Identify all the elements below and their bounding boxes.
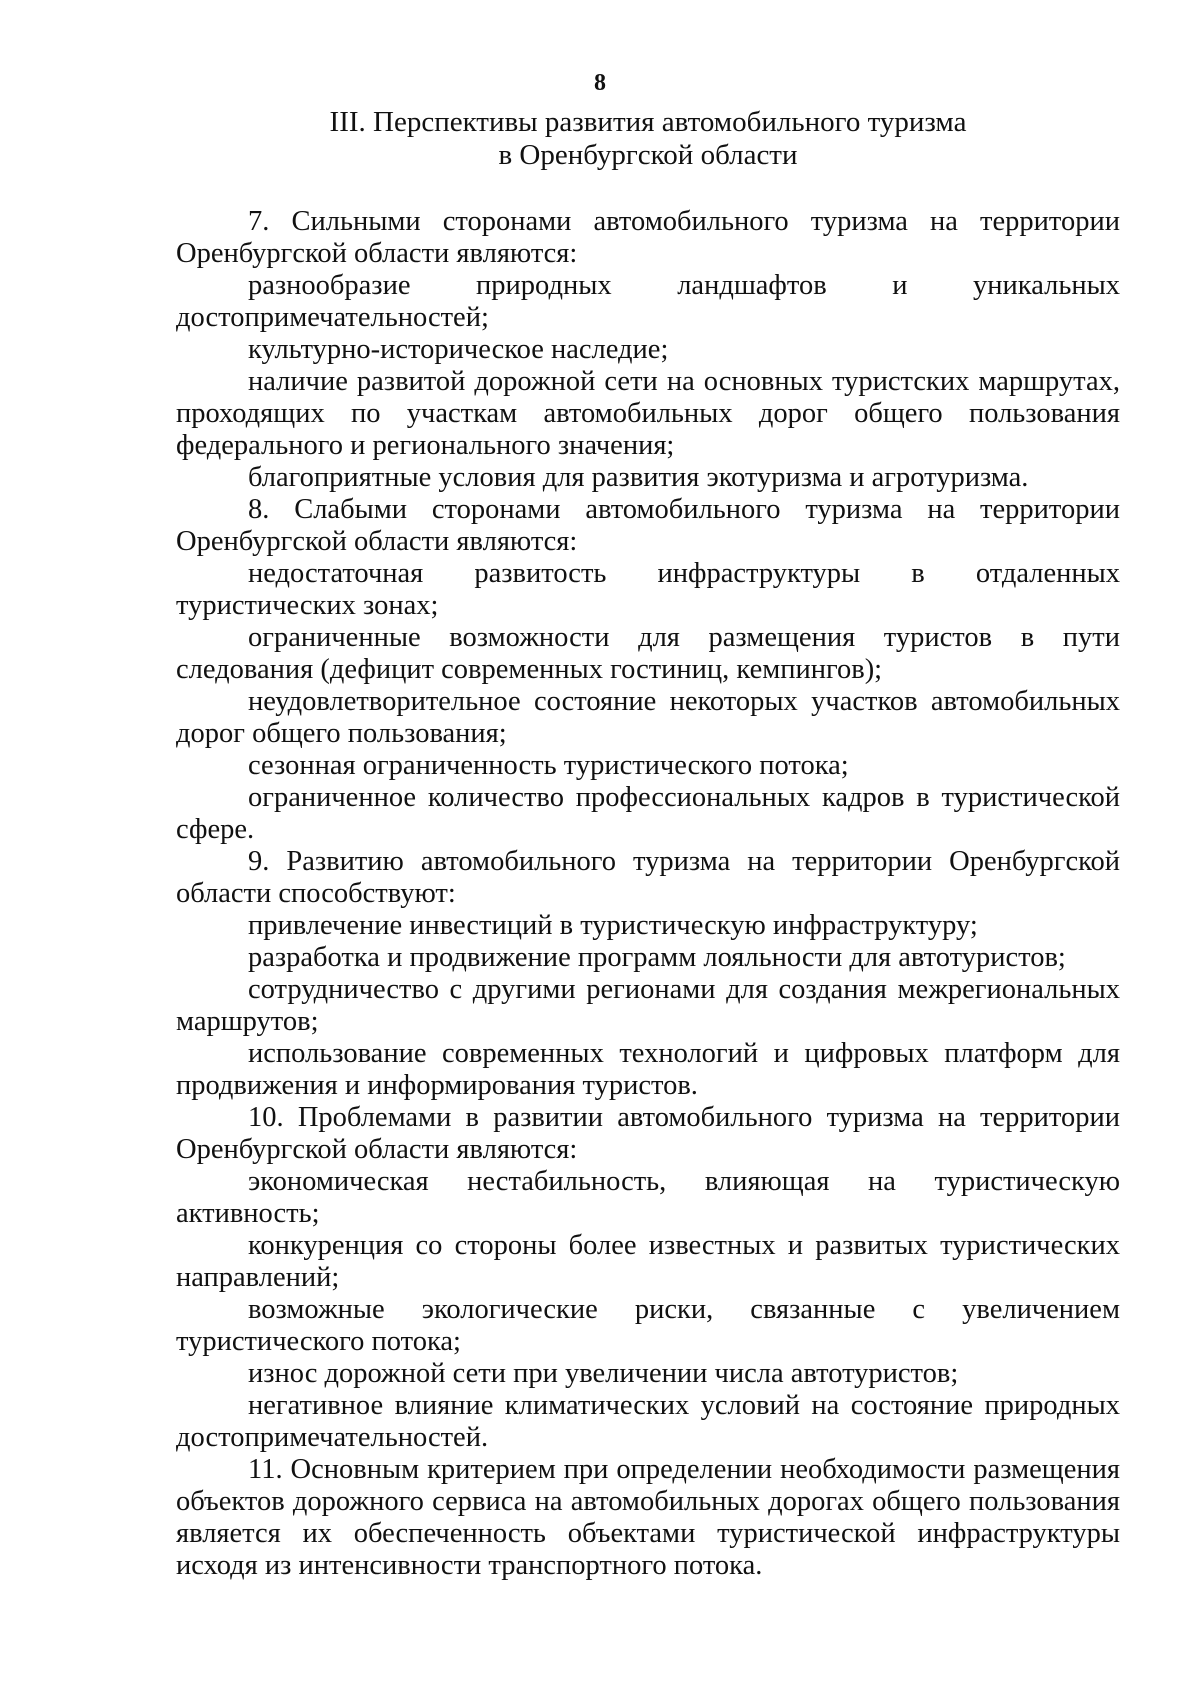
paragraph-item: разнообразие природных ландшафтов и уникальных достопримечательностей;	[176, 270, 1120, 333]
section-heading	[176, 106, 1120, 172]
paragraph-item: наличие развитой дорожной сети на основных туристских маршрутах, проходящих по участкам автомобильных дорог общего пользования федерального и регионального значения;	[176, 366, 1120, 461]
section-heading-line-2: в Оренбургской области	[498, 139, 798, 171]
paragraph-7: 7. Сильными сторонами автомобильного туризма на территории Оренбургской области являются:	[176, 206, 1120, 269]
paragraph-8: 8. Слабыми сторонами автомобильного туризма на территории Оренбургской области являются:	[176, 494, 1120, 557]
paragraph-item: неудовлетворительное состояние некоторых участков автомобильных дорог общего пользования;	[176, 686, 1120, 749]
document-body	[176, 206, 1120, 1582]
paragraph-item: культурно-историческое наследие;	[248, 334, 669, 365]
paragraph-item: возможные экологические риски, связанные с увеличением туристического потока;	[176, 1294, 1120, 1357]
paragraph-item: ограниченные возможности для размещения туристов в пути следования (дефицит современных гостиниц, кемпингов);	[176, 622, 1120, 685]
paragraph-item: недостаточная развитость инфраструктуры в отдаленных туристических зонах;	[176, 558, 1120, 621]
paragraph-item: износ дорожной сети при увеличении числа автотуристов;	[248, 1358, 959, 1389]
paragraph-11: 11. Основным критерием при определении необходимости размещения объектов дорожного сервиса на автомобильных дорогах общего пользования является их обеспеченность объектами туристической инфраструктуры исходя из интенсивности транспортного потока.	[176, 1454, 1120, 1581]
section-heading-line-1: III. Перспективы развития автомобильного туризма	[329, 106, 967, 138]
paragraph-item: разработка и продвижение программ лояльности для автотуристов;	[248, 942, 1066, 973]
paragraph-10: 10. Проблемами в развитии автомобильного туризма на территории Оренбургской области являются:	[176, 1102, 1120, 1165]
paragraph-item: использование современных технологий и цифровых платформ для продвижения и информирования туристов.	[176, 1038, 1120, 1101]
paragraph-item: благоприятные условия для развития экотуризма и агротуризма.	[248, 462, 1029, 493]
paragraph-item: сотрудничество с другими регионами для создания межрегиональных маршрутов;	[176, 974, 1120, 1037]
paragraph-item: ограниченное количество профессиональных кадров в туристической сфере.	[176, 782, 1120, 845]
paragraph-item: сезонная ограниченность туристического потока;	[248, 750, 849, 781]
page-number: 8	[594, 70, 606, 96]
paragraph-item: экономическая нестабильность, влияющая на туристическую активность;	[176, 1166, 1120, 1229]
paragraph-item: конкуренция со стороны более известных и развитых туристических направлений;	[176, 1230, 1120, 1293]
paragraph-item: негативное влияние климатических условий на состояние природных достопримечательностей.	[176, 1390, 1120, 1453]
paragraph-9: 9. Развитию автомобильного туризма на территории Оренбургской области способствуют:	[176, 846, 1120, 909]
paragraph-item: привлечение инвестиций в туристическую инфраструктуру;	[248, 910, 978, 941]
